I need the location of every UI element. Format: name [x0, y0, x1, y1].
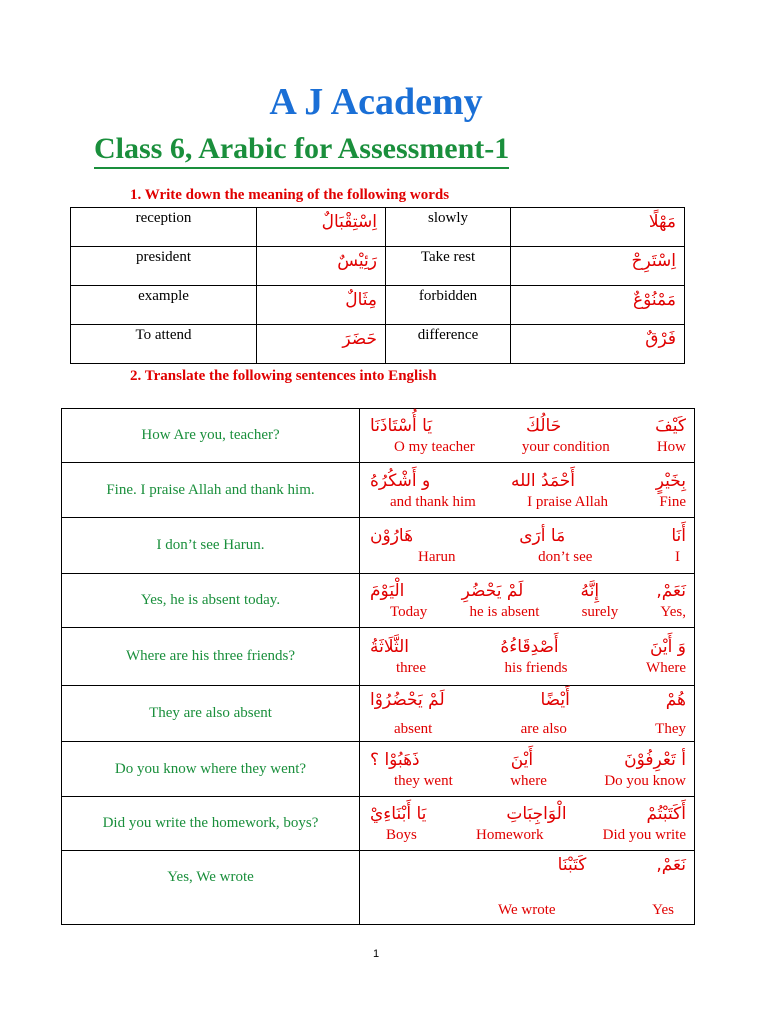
- translation-row: [62, 797, 695, 851]
- arabic-words: [360, 412, 694, 438]
- arabic-word: لَمْ يَحْضُرِ: [461, 581, 524, 601]
- vocab-row: [71, 247, 685, 286]
- arabic-word: إِنَّهُ: [580, 581, 600, 601]
- vocab-arabic: حَضَرَ: [257, 325, 386, 364]
- arabic-word: الْيَوْمَ: [370, 581, 405, 601]
- gloss-word: where: [510, 772, 547, 789]
- arabic-word: و أَشْكُرُهُ: [370, 470, 431, 491]
- vocab-english: reception: [71, 208, 257, 247]
- gloss-word: three: [396, 660, 426, 676]
- vocab-row: [71, 208, 685, 247]
- gloss-word: don’t see: [538, 549, 593, 565]
- vocab-arabic: مِثَالٌ: [257, 286, 386, 325]
- arabic-words: [360, 633, 694, 659]
- arabic-sentence-cell: [360, 686, 695, 742]
- page-number: 1: [372, 948, 380, 960]
- arabic-sentence-cell: [360, 742, 695, 797]
- arabic-word: يَا أُسْتَاذَنَا: [370, 416, 433, 436]
- arabic-word: نَعَمْ,: [656, 581, 686, 601]
- word-glosses: [360, 826, 694, 847]
- arabic-word: مَا أرَى: [519, 526, 566, 546]
- question-2-heading: 2. Translate the following sentences into English: [130, 368, 437, 384]
- arabic-word: وَ أَيْنَ: [649, 637, 686, 657]
- gloss-word: Yes,: [660, 604, 686, 620]
- english-sentence: They are also absent: [62, 686, 360, 742]
- vocab-english: Take rest: [386, 247, 511, 286]
- arabic-words: [360, 522, 694, 548]
- gloss-word: I praise Allah: [527, 493, 608, 510]
- arabic-word: الثَّلَاثَةُ: [370, 637, 410, 657]
- gloss-word: Boys: [386, 827, 417, 843]
- gloss-word: surely: [581, 604, 619, 620]
- vocab-row: [71, 325, 685, 364]
- arabic-words: [360, 800, 694, 826]
- vocab-english: president: [71, 247, 257, 286]
- gloss-word: Did you write: [602, 827, 686, 843]
- gloss-word: your condition: [521, 439, 610, 455]
- arabic-word: كَيْفَ: [655, 416, 686, 436]
- vocab-english: example: [71, 286, 257, 325]
- vocab-arabic: مَمْنُوْعٌ: [511, 286, 685, 325]
- word-glosses: [360, 548, 694, 569]
- translation-row: [62, 686, 695, 742]
- gloss-word: they went: [394, 772, 453, 789]
- translation-row: [62, 628, 695, 686]
- translation-row: [62, 463, 695, 518]
- arabic-sentence-cell: [360, 409, 695, 463]
- vocab-english: difference: [386, 325, 511, 364]
- arabic-words: [360, 577, 694, 603]
- word-glosses: [360, 493, 694, 514]
- gloss-word: They: [655, 721, 686, 737]
- english-sentence: Fine. I praise Allah and thank him.: [62, 463, 360, 518]
- arabic-word: أَكَتَبْتُمْ: [646, 804, 686, 824]
- translation-row: [62, 742, 695, 797]
- gloss-word: his friends: [504, 660, 568, 676]
- arabic-word: هُمْ: [665, 690, 686, 710]
- arabic-word: لَمْ يَحْضُرُوْا: [370, 690, 445, 710]
- english-sentence: Yes, We wrote: [62, 851, 360, 925]
- arabic-words: [360, 467, 694, 493]
- arabic-word: يَا أَبْنَاءِيْ: [370, 804, 427, 824]
- word-glosses: [360, 712, 694, 741]
- translation-row: [62, 409, 695, 463]
- translation-row: [62, 851, 695, 925]
- arabic-word: ذَهَبُوْا ؟: [370, 749, 420, 770]
- arabic-sentence-cell: [360, 851, 695, 925]
- english-sentence: Did you write the homework, boys?: [62, 797, 360, 851]
- vocab-arabic: اِسْتِقْبَالٌ: [257, 208, 386, 247]
- translation-row: [62, 574, 695, 628]
- arabic-word: كَتَبْنَا: [557, 855, 587, 875]
- english-sentence: Do you know where they went?: [62, 742, 360, 797]
- word-glosses: [360, 772, 694, 793]
- english-sentence: How Are you, teacher?: [62, 409, 360, 463]
- vocab-arabic: اِسْتَرِحْ: [511, 247, 685, 286]
- gloss-word: and thank him: [390, 493, 476, 510]
- word-glosses: [360, 603, 694, 624]
- arabic-word: أَيْنَ: [510, 749, 534, 770]
- word-glosses: [360, 438, 694, 459]
- arabic-words: [360, 851, 694, 877]
- arabic-words: [360, 686, 694, 712]
- gloss-word: Homework: [476, 827, 544, 843]
- translation-table: [61, 408, 695, 925]
- arabic-word: بِخَيْرٍ: [655, 470, 686, 491]
- arabic-word: هَارُوْن: [370, 526, 414, 546]
- vocab-row: [71, 286, 685, 325]
- arabic-word: أ تَعْرِفُوْنَ: [624, 749, 686, 770]
- vocabulary-table: [70, 207, 685, 364]
- gloss-word: Today: [390, 604, 428, 620]
- gloss-word: Do you know: [604, 772, 686, 789]
- gloss-word: We wrote: [498, 902, 556, 918]
- question-1-heading: 1. Write down the meaning of the following words: [130, 187, 450, 203]
- gloss-word: How: [656, 439, 686, 455]
- gloss-word: absent: [394, 721, 433, 737]
- vocab-english: forbidden: [386, 286, 511, 325]
- arabic-sentence-cell: [360, 574, 695, 628]
- arabic-sentence-cell: [360, 628, 695, 686]
- arabic-word: الْوَاجِبَاتِ: [506, 804, 567, 824]
- english-sentence: Where are his three friends?: [62, 628, 360, 686]
- gloss-word: O my teacher: [394, 439, 475, 455]
- arabic-sentence-cell: [360, 518, 695, 574]
- gloss-word: Yes: [652, 902, 674, 918]
- vocab-english: To attend: [71, 325, 257, 364]
- gloss-word: Harun: [418, 549, 456, 565]
- arabic-sentence-cell: [360, 797, 695, 851]
- word-glosses: [360, 877, 694, 922]
- arabic-words: [360, 746, 694, 772]
- arabic-word: أَحْمَدُ الله: [511, 470, 576, 491]
- gloss-word: he is absent: [469, 604, 540, 620]
- translation-row: [62, 518, 695, 574]
- gloss-word: are also: [520, 721, 567, 737]
- page-title: A J Academy: [269, 81, 483, 123]
- gloss-word: Where: [646, 660, 686, 676]
- arabic-sentence-cell: [360, 463, 695, 518]
- arabic-word: أَنَا: [671, 526, 686, 546]
- vocab-arabic: فَرْقٌ: [511, 325, 685, 364]
- arabic-word: أَصْدِقَاءُهُ: [500, 637, 559, 657]
- arabic-word: أَيْضًا: [540, 690, 570, 710]
- vocab-arabic: رَئِيْسٌ: [257, 247, 386, 286]
- gloss-word: Fine: [659, 493, 686, 510]
- gloss-word: I: [674, 549, 680, 565]
- english-sentence: Yes, he is absent today.: [62, 574, 360, 628]
- word-glosses: [360, 659, 694, 680]
- vocab-english: slowly: [386, 208, 511, 247]
- arabic-word: حَالُكَ: [526, 416, 562, 436]
- english-sentence: I don’t see Harun.: [62, 518, 360, 574]
- arabic-word: نَعَمْ,: [656, 855, 686, 875]
- page-subtitle: Class 6, Arabic for Assessment-1: [94, 132, 509, 169]
- vocab-arabic: مَهْلًا: [511, 208, 685, 247]
